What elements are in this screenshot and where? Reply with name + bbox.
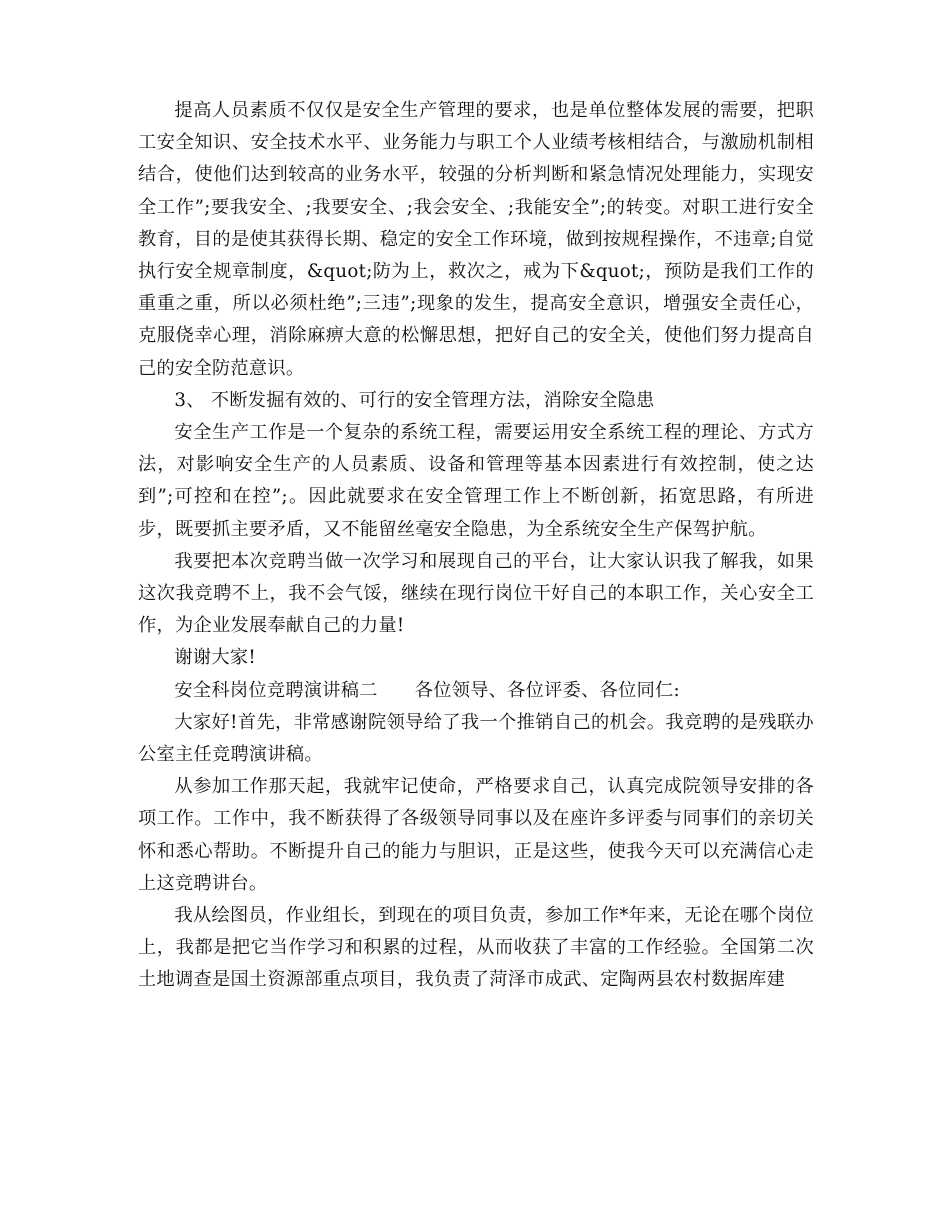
paragraph-staff-quality: 提高人员素质不仅仅是安全生产管理的要求，也是单位整体发展的需要，把职工安全知识、安全技术水平、业务能力与职工个人业绩考核相结合，与激励机制相结合，使他们达到较高的业务水平，较强的分析判断和紧急情况处理能力，实现安全工作”;要我安全、;我要安全、;我会安全、;我能安全”;的转变。对职工进行安全教育，目的是使其获得长期、稳定的安全工作环境，做到按规程操作，不违章;自觉执行安全规章制度，&quot;防为上，救次之，戒为下&quot;，预防是我们工作的重重之重，所以必须杜绝”;三违”;现象的发生，提高安全意识，增强安全责任心，克服侥幸心理，消除麻痹大意的松懈思想，把好自己的安全关，使他们努力提高自己的安全防范意识。	[138, 100, 814, 379]
paragraph-thanks: 谢谢大家!	[174, 647, 256, 669]
paragraph-speech-two-title: 安全科岗位竞聘演讲稿二 各位领导、各位评委、各位同仁:	[174, 679, 680, 701]
paragraph-competition-platform: 我要把本次竞聘当做一次学习和展现自己的平台，让大家认识我了解我，如果这次我竞聘不上，我不会气馁，继续在现行岗位干好自己的本职工作，关心安全工作，为企业发展奉献自己的力量!	[138, 550, 814, 637]
paragraph-career-experience: 我从绘图员，作业组长，到现在的项目负责，参加工作*年来，无论在哪个岗位上，我都是把它当作学习和积累的过程，从而收获了丰富的工作经验。全国第二次土地调查是国土资源部重点项目，我负责了菏泽市成武、定陶两县农村数据库建	[138, 905, 814, 991]
paragraph-safety-system: 安全生产工作是一个复杂的系统工程，需要运用安全系统工程的理论、方式方法，对影响安全生产的人员素质、设备和管理等基本因素进行有效控制，使之达到”;可控和在控”;。因此就要求在安全管理工作上不断创新，拓宽思路，有所进步，既要抓主要矛盾，又不能留丝毫安全隐患，为全系统安全生产保驾护航。	[138, 422, 814, 540]
paragraph-work-start: 从参加工作那天起，我就牢记使命，严格要求自己，认真完成院领导安排的各项工作。工作中，我不断获得了各级领导同事以及在座许多评委与同事们的亲切关怀和悉心帮助。不断提升自己的能力与胆识，正是这些，使我今天可以充满信心走上这竞聘讲台。	[138, 776, 814, 894]
paragraph-section-3-heading: 3、 不断发掘有效的、可行的安全管理方法，消除安全隐患	[174, 389, 655, 411]
document-body	[138, 95, 814, 997]
paragraph-greeting: 大家好!首先，非常感谢院领导给了我一个推销自己的机会。我竞聘的是残联办公室主任竞聘演讲稿。	[138, 711, 814, 766]
